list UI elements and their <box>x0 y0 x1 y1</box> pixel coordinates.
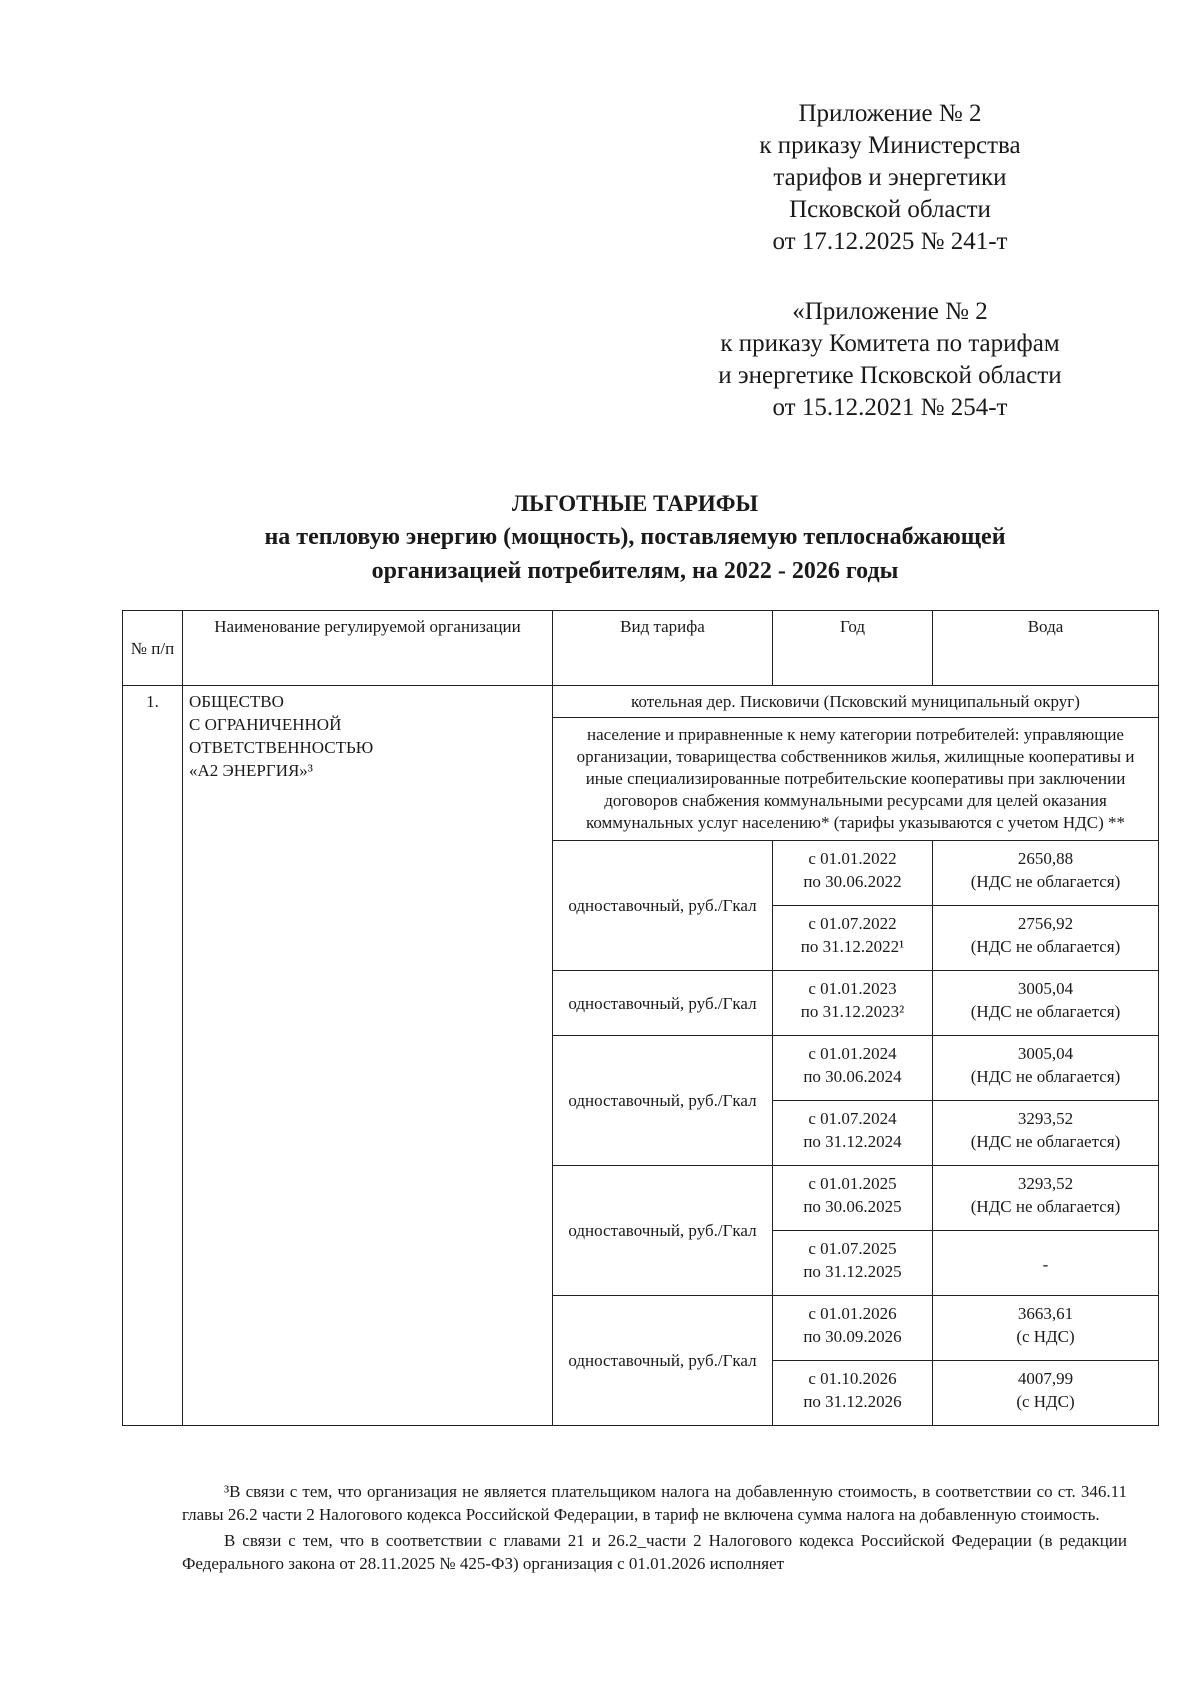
vat-note: (НДС не облагается) <box>970 937 1121 956</box>
tariff-type: одноставочный, руб./Гкал <box>553 971 773 1036</box>
appendix-line: Приложение № 2 <box>798 100 982 127</box>
period-from: с 01.01.2023 <box>808 979 897 998</box>
footnotes <box>182 1480 1127 1578</box>
period-to: по 31.12.2026 <box>803 1392 902 1411</box>
consumer-category: население и приравненные к нему категории потребителей: управляющие организации, товарищества собственников жилья, жилищные кооперативы и иные специализированные потребительские кооперативы при заключении договоров снабжения коммунальными ресурсами для целей оказания коммунальных услуг населению* (тарифы указываются с учетом НДС) ** <box>553 718 1159 841</box>
vat-note: (НДС не облагается) <box>970 1067 1121 1086</box>
footnote-3: ³В связи с тем, что организация не является плательщиком налога на добавленную стоимость, в соответствии со ст. 346.11 главы 26.2 части 2 Налогового кодекса Российской Федерации, в тариф не включена сумма налога на добавленную стоимость. <box>182 1482 1127 1524</box>
appendix-line: «Приложение № 2 <box>792 298 988 325</box>
tariff-value: 2756,92 <box>1017 914 1074 933</box>
water-tariff-cell <box>933 1296 1159 1361</box>
tariff-value: 3663,61 <box>1017 1304 1074 1323</box>
water-tariff-cell <box>933 906 1159 971</box>
period-to: по 30.06.2025 <box>803 1197 902 1216</box>
tariff-value: 3005,04 <box>1017 979 1074 998</box>
water-tariff-cell <box>933 1361 1159 1426</box>
period-cell <box>773 841 933 906</box>
period-to: по 31.12.2025 <box>803 1262 902 1281</box>
period-cell <box>773 971 933 1036</box>
tariff-type: одноставочный, руб./Гкал <box>553 841 773 971</box>
footnote-vat: В связи с тем, что в соответствии с главами 21 и 26.2_части 2 Налогового кодекса Российской Федерации (в редакции Федерального закона от 28.11.2025 № 425-ФЗ) организация с 01.01.2026 исполняет <box>182 1531 1127 1573</box>
boiler-row <box>123 686 1159 718</box>
appendix-line: к приказу Комитета по тарифам <box>720 330 1060 357</box>
tariff-value: 3293,52 <box>1017 1109 1074 1128</box>
tariff-table <box>122 610 1159 1426</box>
appendix-line: Псковской области <box>789 196 991 223</box>
title-line-3: организацией потребителям, на 2022 - 2026 годы <box>371 558 899 584</box>
tariff-type: одноставочный, руб./Гкал <box>553 1036 773 1166</box>
tariff-value: 3293,52 <box>1017 1174 1074 1193</box>
organization-name <box>183 686 553 1426</box>
appendix-line: от 15.12.2021 № 254-т <box>772 394 1008 421</box>
org-line: С ОГРАНИЧЕННОЙ <box>189 715 342 734</box>
period-from: с 01.01.2024 <box>808 1044 897 1063</box>
water-tariff-cell <box>933 1036 1159 1101</box>
header-num: № п/п <box>123 611 183 686</box>
header-type: Вид тарифа <box>553 611 773 686</box>
water-tariff-cell <box>933 971 1159 1036</box>
water-tariff-cell <box>933 1231 1159 1296</box>
water-tariff-cell <box>933 1166 1159 1231</box>
water-tariff-cell <box>933 1101 1159 1166</box>
row-number: 1. <box>123 686 183 1426</box>
period-from: с 01.07.2025 <box>808 1239 897 1258</box>
tariff-type: одноставочный, руб./Гкал <box>553 1296 773 1426</box>
appendix-line: и энергетике Псковской области <box>718 362 1062 389</box>
tariff-value: 4007,99 <box>1017 1369 1074 1388</box>
period-to: по 30.06.2022 <box>803 872 902 891</box>
period-from: с 01.07.2022 <box>808 914 897 933</box>
period-cell <box>773 1036 933 1101</box>
org-line: ОБЩЕСТВО <box>189 692 284 711</box>
appendix-reference-original <box>640 296 1140 424</box>
vat-note: (НДС не облагается) <box>970 1197 1121 1216</box>
title-line-2: на тепловую энергию (мощность), поставляемую теплоснабжающей <box>264 524 1006 550</box>
period-from: с 01.10.2026 <box>808 1369 897 1388</box>
period-cell <box>773 1231 933 1296</box>
period-from: с 01.01.2025 <box>808 1174 897 1193</box>
org-line: «А2 ЭНЕРГИЯ»³ <box>189 761 313 780</box>
period-to: по 31.12.2022¹ <box>800 937 905 956</box>
vat-note: (НДС не облагается) <box>970 1002 1121 1021</box>
header-water: Вода <box>933 611 1159 686</box>
tariff-value: - <box>1042 1254 1049 1274</box>
tariff-value: 2650,88 <box>1017 849 1074 868</box>
header-org: Наименование регулируемой организации <box>183 611 553 686</box>
period-from: с 01.07.2024 <box>808 1109 897 1128</box>
period-cell <box>773 1166 933 1231</box>
period-from: с 01.01.2022 <box>808 849 897 868</box>
tariff-type: одноставочный, руб./Гкал <box>553 1166 773 1296</box>
table-header-row <box>123 611 1159 686</box>
tariff-value: 3005,04 <box>1017 1044 1074 1063</box>
appendix-line: к приказу Министерства <box>759 132 1021 159</box>
period-cell <box>773 1296 933 1361</box>
header-year: Год <box>773 611 933 686</box>
period-to: по 30.09.2026 <box>803 1327 902 1346</box>
title-line-1: ЛЬГОТНЫЕ ТАРИФЫ <box>511 491 759 516</box>
vat-note: (НДС не облагается) <box>970 1132 1121 1151</box>
org-line: ОТВЕТСТВЕННОСТЬЮ <box>189 738 374 757</box>
vat-note: (НДС не облагается) <box>970 872 1121 891</box>
appendix-line: тарифов и энергетики <box>773 164 1007 191</box>
water-tariff-cell <box>933 841 1159 906</box>
period-to: по 31.12.2023² <box>800 1002 905 1021</box>
appendix-line: от 17.12.2025 № 241-т <box>772 228 1008 255</box>
period-to: по 31.12.2024 <box>803 1132 902 1151</box>
vat-note: (с НДС) <box>1016 1327 1075 1346</box>
period-cell <box>773 1361 933 1426</box>
document-title <box>110 488 1160 588</box>
appendix-reference-current <box>640 98 1140 258</box>
period-cell <box>773 1101 933 1166</box>
period-to: по 30.06.2024 <box>803 1067 902 1086</box>
boiler-location: котельная дер. Писковичи (Псковский муниципальный округ) <box>553 686 1159 718</box>
vat-note: (с НДС) <box>1016 1392 1075 1411</box>
period-cell <box>773 906 933 971</box>
period-from: с 01.01.2026 <box>808 1304 897 1323</box>
